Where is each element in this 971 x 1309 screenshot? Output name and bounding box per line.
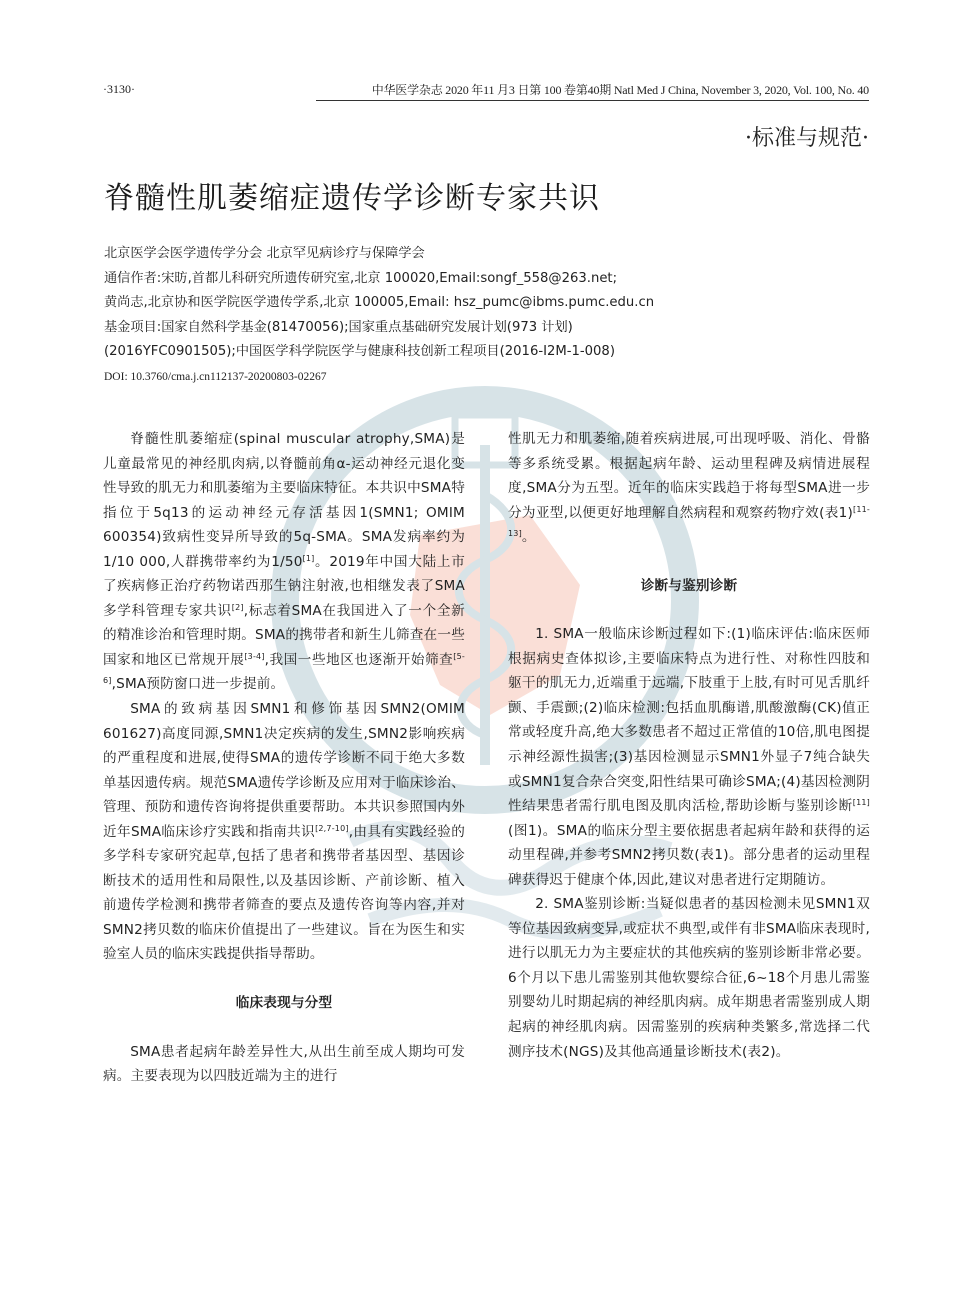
left-column — [103, 427, 465, 1089]
paragraph-differential-diagnosis: 2. SMA鉴别诊断:当疑似患者的基因检测未见SMN1双等位基因致病变异,或症状不典型,或伴有非SMA临床表现时,进行以肌无力为主要症状的其他疾病的鉴别诊断非常必要。6个月以下患儿需鉴别其他软婴综合征,6~18个月患儿需鉴别婴幼儿时期起病的神经肌肉病。成年期患者需鉴别成人期起病的神经肌肉病。因需鉴别的疾病种类繁多,常选择二代测序技术(NGS)及其他高通量诊断技术(表2)。 — [508, 896, 870, 1060]
author-organizations: 北京医学会医学遗传学分会 北京罕见病诊疗与保障学会 — [104, 246, 425, 261]
citation[interactable]: [1] — [302, 553, 315, 563]
section-heading-diagnosis: 诊断与鉴别诊断 — [640, 577, 738, 594]
page-number: ·3130· — [103, 82, 135, 96]
funding-line-1: 基金项目:国家自然科学基金(81470056);国家重点基础研究发展计划(973 计划) — [104, 319, 573, 335]
article-title: 脊髓性肌萎缩症遗传学诊断专家共识 — [104, 181, 600, 216]
section-tag: ·标准与规范· — [745, 126, 869, 151]
right-column — [508, 427, 870, 1064]
watermark-serpent — [459, 495, 512, 735]
doi: DOI: 10.3760/cma.j.cn112137-20200803-02267 — [104, 370, 327, 383]
citation[interactable]: [11] — [852, 798, 870, 808]
citation[interactable]: [3-4] — [244, 651, 265, 661]
citation[interactable]: [5-6] — [103, 651, 465, 686]
citation[interactable]: [11-13] — [508, 504, 870, 539]
paragraph-diagnosis-process: 1. SMA一般临床诊断过程如下:(1)临床评估:临床医师根据病史查体拟诊,主要临床特点为进行性、对称性四肢和躯干的肌无力,近端重于远端,下肢重于上肢,有时可见舌肌纤颤、手震颤;(2)临床检测:包括血肌酶谱,肌酸激酶(CK)值正常或轻度升高,绝大多数患者不超过正常值的10倍,肌电图提示神经源性损害;(3)基因检测显示SMN1外显子7纯合缺失或SMN1复合杂合突变,阳性结果可确诊SMA;(4)基因检测阴性结果患者需行肌电图及肌肉活检,帮助诊断与鉴别诊断[11](图1)。SMA的临床分型主要依据患者起病年龄和获得的运动里程碑,并参考SMN2拷贝数(表1)。部分患者的运动里程碑获得迟于健康个体,因此,建议对患者进行定期随访。 — [508, 626, 870, 888]
paragraph-genes: SMA的致病基因SMN1和修饰基因SMN2(OMIM 601627)高度同源,SMN1决定疾病的发生,SMN2影响疾病的严重程度和进展,使得SMA的遗传学诊断不同于绝大多数单基因遗传病。规范SMA遗传学诊断及应用对于临床诊治、管理、预防和遗传咨询将提供重要帮助。本共识参照国内外近年SMA临床诊疗实践和指南共识[2,7-10],由具有实践经验的多学科专家研究起草,包括了患者和携带者基因型、基因诊断技术的适用性和局限性,以及基因诊断、产前诊断、植入前遗传学检测和携带者筛查的要点及遗传咨询等内容,并对SMN2拷贝数的临床价值提出了一些建议。旨在为医生和实验室人员的临床实践提供指导帮助。 — [103, 701, 465, 963]
paragraph-clinical-cont: 性肌无力和肌萎缩,随着疾病进展,可出现呼吸、消化、骨骼等多系统受累。根据起病年龄、运动里程碑及病情进展程度,SMA分为五型。近年的临床实践趋于将每型SMA进一步分为亚型,以便更好地理解自然病程和观察药物疗效(表1)[11-13]。 — [508, 431, 870, 546]
correspondence-author-1: 通信作者:宋昉,首都儿科研究所遗传研究室,北京 100020,Email:songf_558@263.net; — [104, 270, 618, 286]
correspondence-author-2: 黄尚志,北京协和医学院医学遗传学系,北京 100005,Email: hsz_pumc@ibms.pumc.edu.cn — [104, 295, 655, 311]
journal-running-header: 中华医学杂志 2020 年11 月3 日第 100 卷第40期 Natl Med J China, November 3, 2020, Vol. 100, No. 40 — [316, 81, 869, 101]
paragraph-clinical: SMA患者起病年龄差异性大,从出生前至成人期均可发病。主要表现为以四肢近端为主的进行 — [103, 1043, 465, 1085]
citation[interactable]: [2] — [231, 602, 244, 612]
funding-line-2: (2016YFC0901505);中国医学科学院医学与健康科技创新工程项目(2016-I2M-1-008) — [104, 344, 615, 360]
citation[interactable]: [2,7-10] — [315, 823, 349, 833]
paragraph-intro: 脊髓性肌萎缩症(spinal muscular atrophy,SMA)是儿童最常见的神经肌肉病,以脊髓前角α-运动神经元退化变性导致的肌无力和肌萎缩为主要临床特征。本共识中SMA特指位于5q13的运动神经元存活基因1(SMN1; OMIM 600354)致病性变异所导致的5q-SMA。SMA发病率约为1/10 000,人群携带率约为1/50[1]。2019年中国大陆上市了疾病修正治疗药物诺西那生钠注射液,也相继发表了SMA多学科管理专家共识[2],标志着SMA在我国进入了一个全新的精准诊治和管理时期。SMA的携带者和新生儿筛查在一些国家和地区已常规开展[3-4],我国一些地区也逐渐开始筛查[5-6],SMA预防窗口进一步提前。 — [103, 431, 466, 693]
article-metadata — [104, 242, 874, 390]
section-heading-clinical: 临床表现与分型 — [235, 995, 333, 1012]
